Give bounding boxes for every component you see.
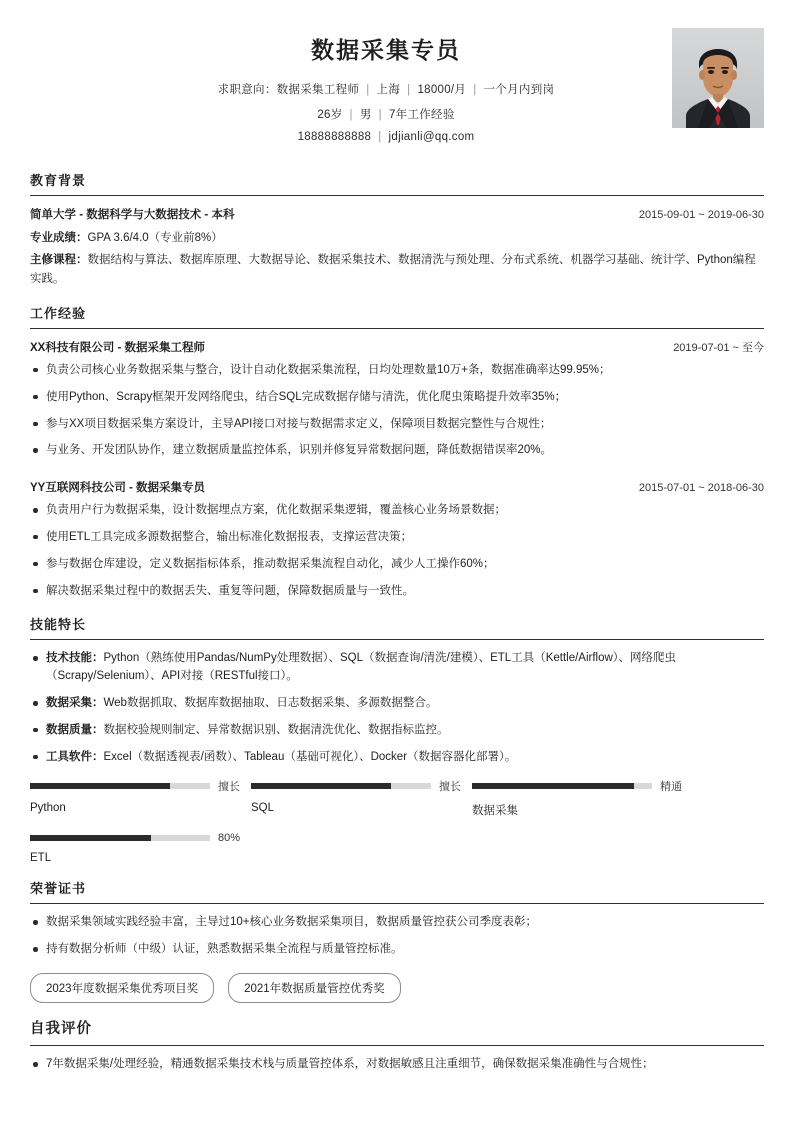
meta-divider: | [366, 84, 370, 96]
skill-bar-cell [30, 778, 251, 818]
list-item [30, 722, 764, 740]
skill-bar-label: Python [30, 802, 66, 815]
list-item: 持有数据分析师（中级）认证，熟悉数据采集全流程与质量管控标准。 [30, 941, 764, 959]
skill-bar-label: 数据采集 [472, 805, 518, 818]
candidate-email: jdjianli@qq.com [388, 131, 475, 143]
section-work [30, 303, 764, 601]
job-intent-value: 数据采集工程师 [276, 84, 360, 96]
skill-bar-label: SQL [251, 802, 275, 815]
skills-body [30, 640, 764, 864]
skill-label: 数据采集： [46, 697, 104, 710]
education-gpa [30, 229, 764, 248]
skill-bar-note: 擅长 [439, 781, 461, 794]
skill-bar-track [30, 835, 210, 841]
skill-label: 数据质量： [46, 723, 104, 736]
header-meta-line-1 [110, 81, 662, 97]
skill-bar [472, 778, 693, 794]
work-job [30, 479, 764, 600]
education-date: 2015-09-01 ~ 2019-06-30 [638, 209, 764, 221]
job-city: 上海 [376, 84, 401, 96]
spacer [30, 469, 764, 479]
status-badge: 2023年度数据采集优秀项目奖 [30, 973, 214, 1003]
education-school: 简单大学 - 数据科学与大数据技术 - 本科 [30, 209, 235, 221]
header-main [30, 26, 662, 152]
work-date: 2019-07-01 ~ 至今 [673, 341, 764, 354]
list-item: 7年数据采集/处理经验，精通数据采集技术栈与质量管控体系，对数据敏感且注重细节，确保数据采集准确性与合规性； [30, 1056, 764, 1074]
skill-bar-track [30, 783, 210, 789]
skill-bar-cell [472, 778, 693, 818]
candidate-age: 26岁 [317, 109, 343, 121]
skill-bars-row-1 [30, 778, 764, 818]
skill-label: 技术技能： [46, 652, 104, 665]
job-intent-label: 求职意向： [217, 84, 277, 96]
work-company-role: YY互联网科技公司 - 数据采集专员 [30, 482, 206, 495]
section-title-self-eval: 自我评价 [30, 1017, 764, 1046]
section-self-eval [30, 1017, 764, 1074]
status-badge: 2021年数据质量管控优秀奖 [228, 973, 401, 1003]
work-body [30, 329, 764, 601]
self-eval-list [30, 1056, 764, 1074]
honors-tags [30, 973, 764, 1003]
work-job [30, 339, 764, 460]
list-item: 参与数据仓库建设，定义数据指标体系，推动数据采集流程自动化，减少人工操作60%； [30, 556, 764, 574]
skill-value: Python（熟练使用Pandas/NumPy处理数据）、SQL（数据查询/清洗/建模）、ETL工具（Kettle/Airflow）、网络爬虫（Scrapy/Selenium）、API对接（RESTful接口）。 [46, 652, 677, 683]
skill-bar-track [472, 783, 652, 789]
header-meta-line-2 [110, 106, 662, 122]
work-company-role: XX科技有限公司 - 数据采集工程师 [30, 341, 206, 354]
skill-label: 工具软件： [46, 750, 104, 763]
skill-value: 数据校验规则制定、异常数据识别、数据清洗优化、数据指标监控。 [103, 723, 449, 736]
skill-bar-note: 擅长 [218, 781, 240, 794]
job-availability: 一个月内到岗 [483, 84, 555, 96]
section-title-skills: 技能特长 [30, 614, 764, 640]
work-date: 2015-07-01 ~ 2018-06-30 [638, 482, 764, 495]
skill-bar-fill [251, 783, 391, 789]
education-courses-label: 主修课程： [30, 253, 88, 266]
work-bullets [30, 502, 764, 600]
work-bullets [30, 362, 764, 460]
list-item: 负责公司核心业务数据采集与整合，设计自动化数据采集流程，日均处理数量10万+条，数据准确率达99.95%； [30, 362, 764, 380]
list-item [30, 695, 764, 713]
skill-bar-cell [30, 832, 251, 864]
skill-bar-fill [472, 783, 634, 789]
meta-divider: | [473, 84, 477, 96]
education-gpa-value: GPA 3.6/4.0（专业前8%） [87, 232, 223, 244]
education-row-head [30, 206, 764, 222]
list-item: 与业务、开发团队协作，建立数据质量监控体系，识别并修复异常数据问题，降低数据错误率20%。 [30, 442, 764, 460]
skill-bar [30, 778, 251, 794]
skill-bar-track [251, 783, 431, 789]
meta-divider: | [378, 131, 382, 143]
skill-value: Web数据抓取、数据库数据抽取、日志数据采集、多源数据整合。 [103, 697, 438, 710]
list-item: 参与XX项目数据采集方案设计，主导API接口对接与数据需求定义，保障项目数据完整性与合规性； [30, 416, 764, 434]
skill-bar-fill [30, 835, 151, 841]
section-honors [30, 878, 764, 1003]
candidate-experience: 7年工作经验 [388, 109, 455, 121]
section-title-honors: 荣誉证书 [30, 878, 764, 904]
skill-bar [30, 832, 251, 844]
meta-divider: | [349, 109, 353, 121]
list-item: 解决数据采集过程中的数据丢失、重复等问题，保障数据质量与一致性。 [30, 583, 764, 601]
education-courses [30, 251, 764, 289]
list-item [30, 749, 764, 767]
section-skills [30, 614, 764, 864]
job-salary: 18000/月 [417, 84, 467, 96]
skill-bar [251, 778, 472, 794]
list-item: 使用ETL工具完成多源数据整合，输出标准化数据报表，支撑运营决策； [30, 529, 764, 547]
header-meta-line-3 [110, 131, 662, 143]
resume-header [30, 26, 764, 156]
skill-bar-fill [30, 783, 170, 789]
education-gpa-label: 专业成绩： [30, 232, 88, 244]
work-job-head [30, 479, 764, 495]
education-courses-value: 数据结构与算法、数据库原理、大数据导论、数据采集技术、数据清洗与预处理、分布式系统、机器学习基础、统计学、Python编程实践。 [30, 253, 756, 285]
skill-bar-note: 80% [218, 832, 241, 845]
list-item [30, 650, 764, 686]
meta-divider: | [407, 84, 411, 96]
honors-body [30, 904, 764, 1003]
list-item: 负责用户行为数据采集，设计数据埋点方案，优化数据采集逻辑，覆盖核心业务场景数据； [30, 502, 764, 520]
meta-divider: | [378, 109, 382, 121]
section-title-work: 工作经验 [30, 303, 764, 329]
page-title: 数据采集专员 [311, 37, 461, 63]
candidate-phone: 18888888888 [297, 131, 372, 143]
candidate-photo [672, 28, 764, 128]
education-body [30, 196, 764, 289]
list-item: 使用Python、Scrapy框架开发网络爬虫，结合SQL完成数据存储与清洗，优化爬虫策略提升效率35%； [30, 389, 764, 407]
self-eval-body [30, 1046, 764, 1074]
skill-bar-label: ETL [30, 852, 52, 865]
list-item: 数据采集领域实践经验丰富，主导过10+核心业务数据采集项目，数据质量管控获公司季度表彰； [30, 914, 764, 932]
skill-value: Excel（数据透视表/函数）、Tableau（基础可视化）、Docker（数据容器化部署）。 [103, 750, 517, 763]
honors-list [30, 914, 764, 959]
candidate-gender: 男 [359, 109, 372, 121]
skill-bar-note: 精通 [660, 781, 682, 794]
skill-bars-row-2 [30, 832, 764, 864]
section-education [30, 170, 764, 289]
skill-bar-cell [251, 778, 472, 818]
work-job-head [30, 339, 764, 355]
skills-list [30, 650, 764, 766]
section-title-education: 教育背景 [30, 170, 764, 196]
